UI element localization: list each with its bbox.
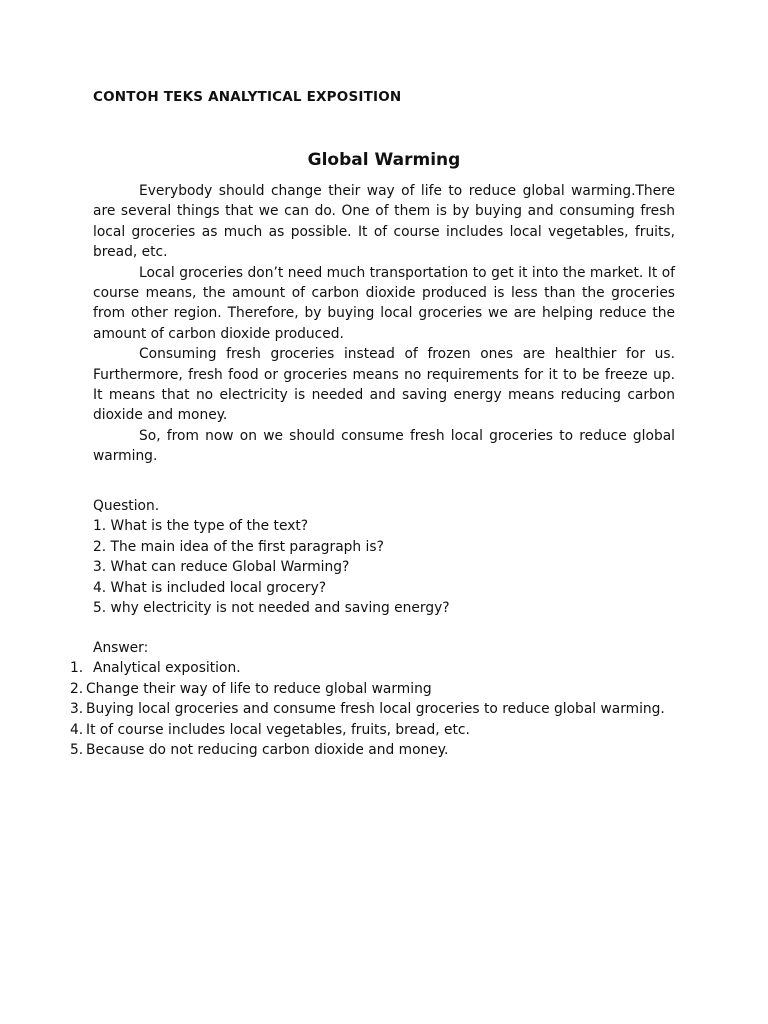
body-text	[93, 181, 675, 467]
question-item: 1. What is the type of the text?	[93, 518, 309, 535]
document-header: CONTOH TEKS ANALYTICAL EXPOSITION	[93, 89, 402, 105]
document-title	[0, 150, 768, 170]
paragraph-4: So, from now on we should consume fresh local groceries to reduce global warming.	[93, 427, 675, 465]
question-item: 2. The main idea of the first paragraph is?	[93, 538, 384, 555]
answer-text: Analytical exposition.	[93, 660, 241, 677]
answer-text: Buying local groceries and consume fresh local groceries to reduce global warming.	[86, 701, 665, 718]
question-item: 5. why electricity is not needed and saving energy?	[93, 600, 450, 617]
answer-number: 3.	[70, 701, 84, 718]
answer-text: Because do not reducing carbon dioxide and money.	[86, 742, 449, 759]
answer-number: 4.	[70, 721, 84, 738]
answer-text: It of course includes local vegetables, fruits, bread, etc.	[86, 721, 470, 738]
answer-heading: Answer:	[93, 640, 149, 656]
question-heading: Question.	[93, 498, 160, 514]
answer-heading-row	[0, 638, 675, 658]
document-title-text: Global Warming	[307, 150, 461, 170]
answer-number: 2.	[70, 680, 84, 697]
answer-number: 1.	[70, 660, 84, 677]
answer-number: 5.	[70, 742, 84, 759]
answer-item	[0, 740, 675, 760]
answer-item	[0, 679, 675, 699]
question-section	[93, 496, 675, 618]
paragraph-2: Local groceries don’t need much transportation to get it into the market. It of course means, the amount of carbon dioxide produced is less than the groceries from other region. Therefore, by buying local groceries we are helping reduce the amount of carbon dioxide produced.	[93, 264, 675, 342]
answer-item	[0, 720, 675, 740]
paragraph-3: Consuming fresh groceries instead of frozen ones are healthier for us. Furthermore, fresh food or groceries means no requirements for it to be freeze up. It means that no electricity is needed and saving energy means reducing carbon dioxide and money.	[93, 346, 675, 424]
answer-item	[0, 658, 675, 678]
question-item: 4. What is included local grocery?	[93, 579, 327, 596]
paragraph-1: Everybody should change their way of life to reduce global warming.There are several things that we can do. One of them is by buying and consuming fresh local groceries as much as possible. It of course includes local vegetables, fruits, bread, etc.	[93, 183, 675, 261]
answer-item	[0, 699, 675, 719]
answer-section	[0, 638, 675, 760]
answer-text: Change their way of life to reduce global warming	[86, 680, 432, 697]
question-item: 3. What can reduce Global Warming?	[93, 559, 350, 576]
